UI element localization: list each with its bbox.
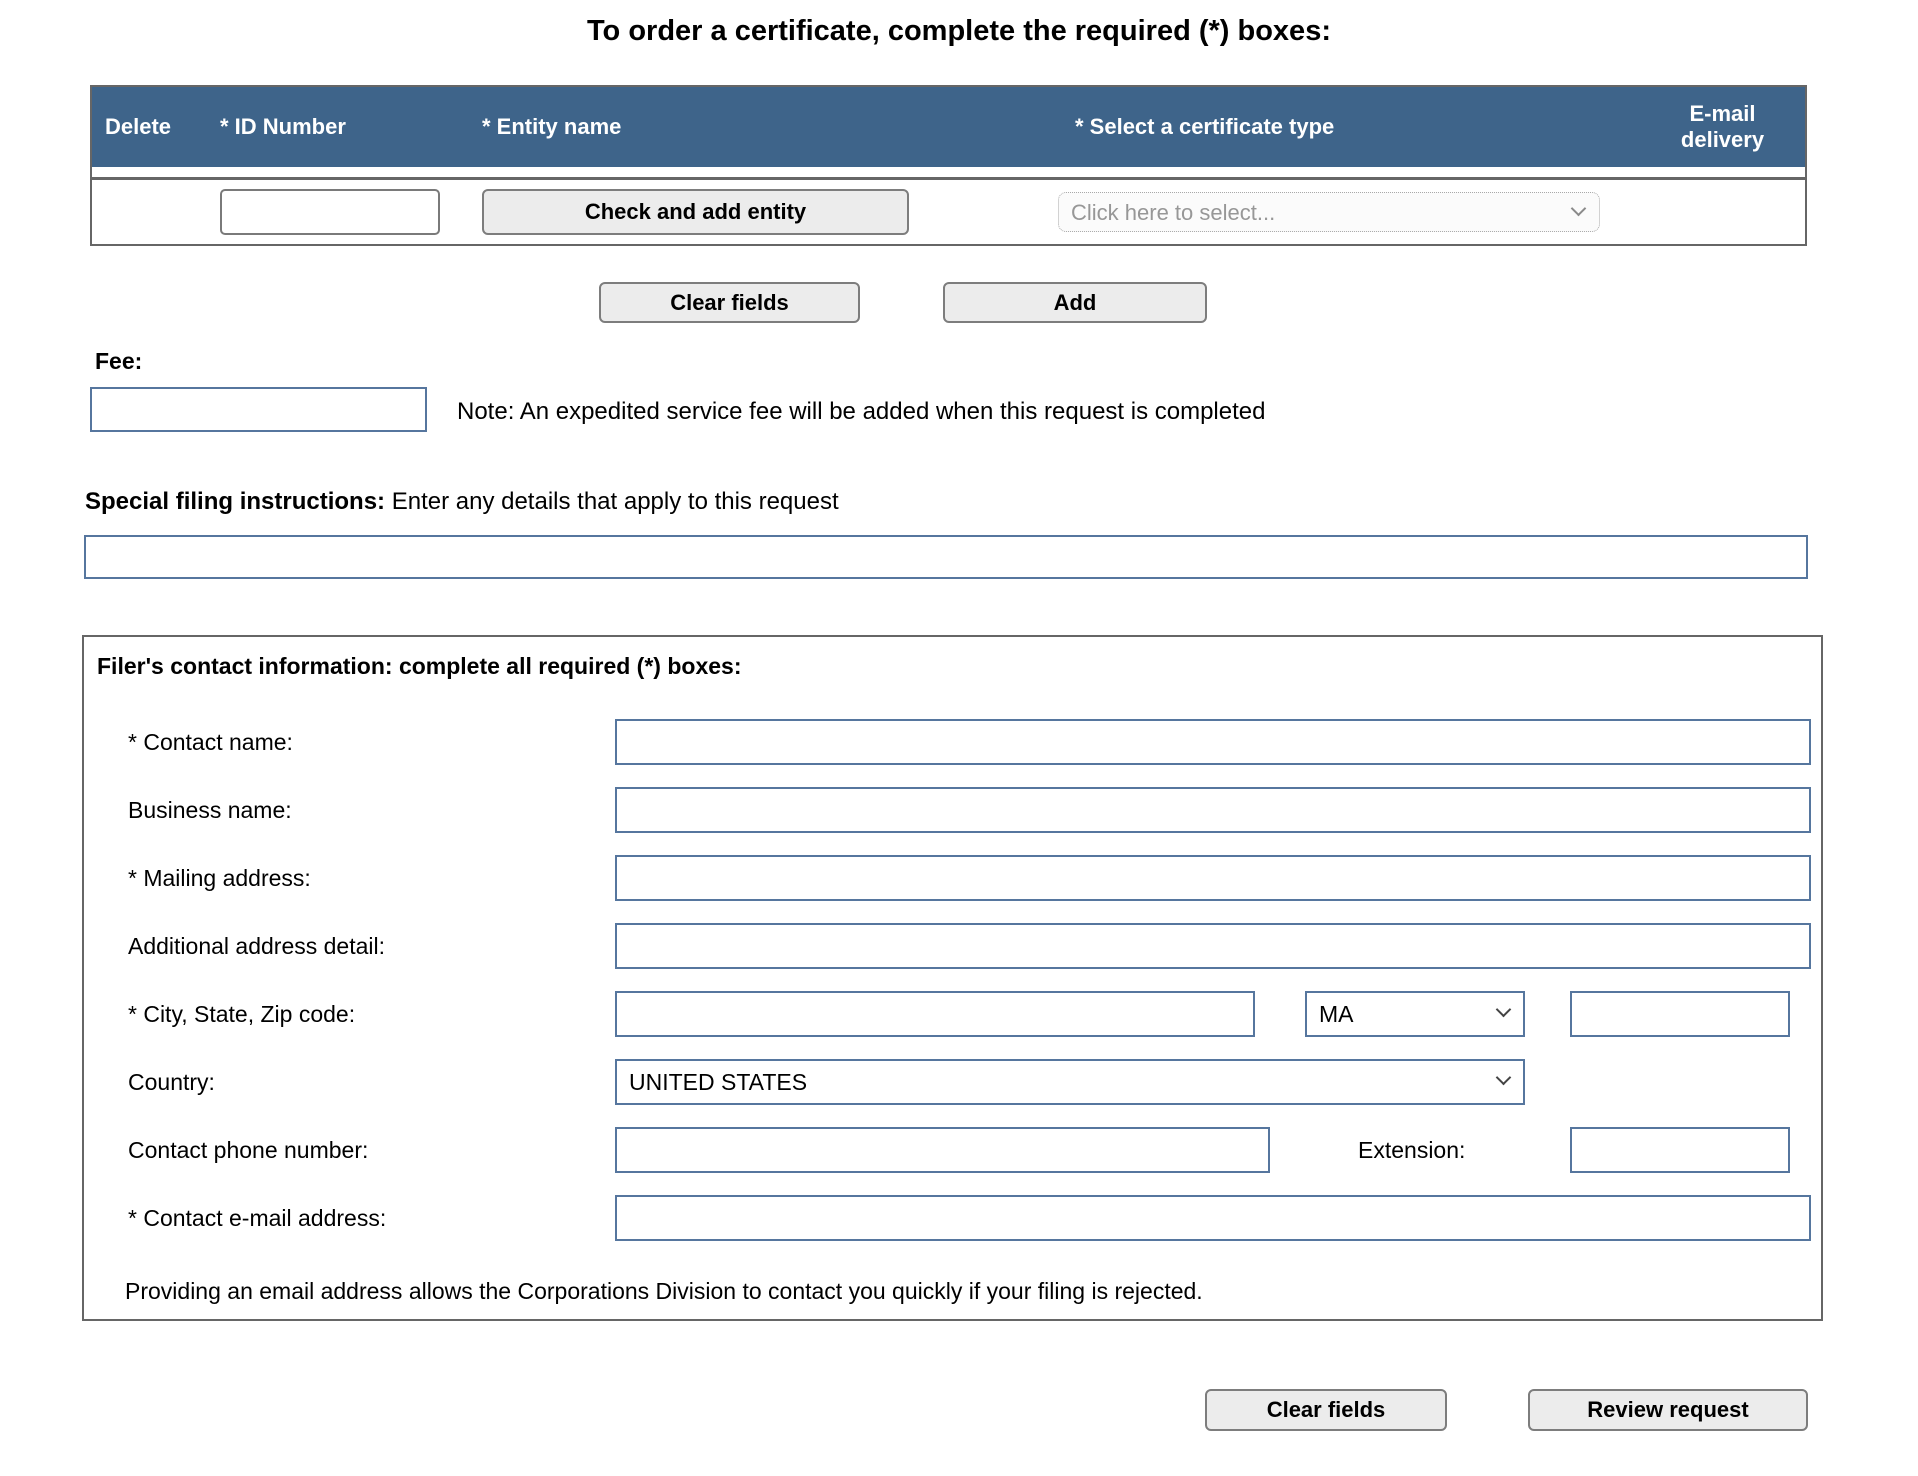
- entity-name-cell: [482, 189, 1058, 235]
- business-name-label: Business name:: [128, 796, 292, 823]
- city-state-zip-label: * City, State, Zip code:: [128, 1000, 356, 1027]
- email-input[interactable]: [615, 1195, 1811, 1241]
- country-row: [84, 1048, 1821, 1116]
- id-number-cell: [220, 189, 482, 235]
- special-instructions-label-rest: Enter any details that apply to this request: [385, 488, 839, 515]
- add-button[interactable]: Add: [943, 282, 1207, 323]
- certificate-type-select[interactable]: [1058, 192, 1600, 232]
- mailing-address-label: * Mailing address:: [128, 864, 311, 891]
- fee-note: Note: An expedited service fee will be added when this request is completed: [457, 398, 1266, 425]
- column-header-email-delivery: E-mail delivery: [1680, 101, 1765, 152]
- additional-address-input[interactable]: [615, 923, 1811, 969]
- footer-actions: [1205, 1389, 1918, 1431]
- column-header-entity-name: * Entity name: [482, 114, 622, 139]
- entity-table-header: [92, 87, 1805, 167]
- phone-row: [84, 1116, 1821, 1184]
- city-state-zip-row: [84, 980, 1821, 1048]
- email-row: [84, 1184, 1821, 1252]
- clear-fields-button-bottom[interactable]: Clear fields: [1205, 1389, 1447, 1431]
- phone-input[interactable]: [615, 1127, 1270, 1173]
- special-instructions-label-bold: Special filing instructions:: [85, 488, 386, 515]
- column-header-certificate-type: * Select a certificate type: [1075, 114, 1335, 139]
- fee-row: [90, 387, 1918, 432]
- phone-label: Contact phone number:: [128, 1136, 369, 1163]
- contact-name-row: [84, 708, 1821, 776]
- review-request-button[interactable]: Review request: [1528, 1389, 1808, 1431]
- check-and-add-entity-button[interactable]: Check and add entity: [482, 189, 909, 235]
- entity-table-row: [92, 180, 1805, 244]
- contact-name-label: * Contact name:: [128, 728, 293, 755]
- city-input[interactable]: [615, 991, 1255, 1037]
- additional-address-row: [84, 912, 1821, 980]
- fee-label: Fee:: [95, 348, 143, 374]
- special-instructions-input[interactable]: [84, 535, 1808, 579]
- business-name-input[interactable]: [615, 787, 1811, 833]
- mailing-address-row: [84, 844, 1821, 912]
- email-note: Providing an email address allows the Corporations Division to contact you quickly if your filing is rejected.: [125, 1278, 1203, 1304]
- filer-contact-heading: Filer's contact information: complete all required (*) boxes:: [97, 653, 742, 679]
- extension-label: Extension:: [1358, 1136, 1466, 1163]
- filer-rows: [84, 708, 1821, 1252]
- additional-address-label: Additional address detail:: [128, 932, 385, 959]
- column-header-delete: Delete: [105, 114, 172, 139]
- contact-name-input[interactable]: [615, 719, 1811, 765]
- fee-input[interactable]: [90, 387, 427, 432]
- business-name-row: [84, 776, 1821, 844]
- filer-contact-box: [82, 635, 1823, 1321]
- email-label: * Contact e-mail address:: [128, 1204, 387, 1231]
- clear-fields-button-top[interactable]: Clear fields: [599, 282, 860, 323]
- extension-input[interactable]: [1570, 1127, 1790, 1173]
- mailing-address-input[interactable]: [615, 855, 1811, 901]
- state-select[interactable]: [1305, 991, 1525, 1037]
- id-number-input[interactable]: [220, 189, 440, 235]
- entity-table: [90, 85, 1807, 246]
- certificate-type-cell: [1058, 192, 1640, 232]
- country-label: Country:: [128, 1068, 215, 1095]
- special-instructions-label: [85, 488, 1918, 516]
- entity-actions: [599, 282, 1918, 323]
- column-header-id-number: * ID Number: [220, 114, 346, 139]
- table-spacer-row: [92, 167, 1805, 180]
- page-title: To order a certificate, complete the required (*) boxes:: [587, 15, 1331, 47]
- country-select[interactable]: [615, 1059, 1525, 1105]
- zip-code-input[interactable]: [1570, 991, 1790, 1037]
